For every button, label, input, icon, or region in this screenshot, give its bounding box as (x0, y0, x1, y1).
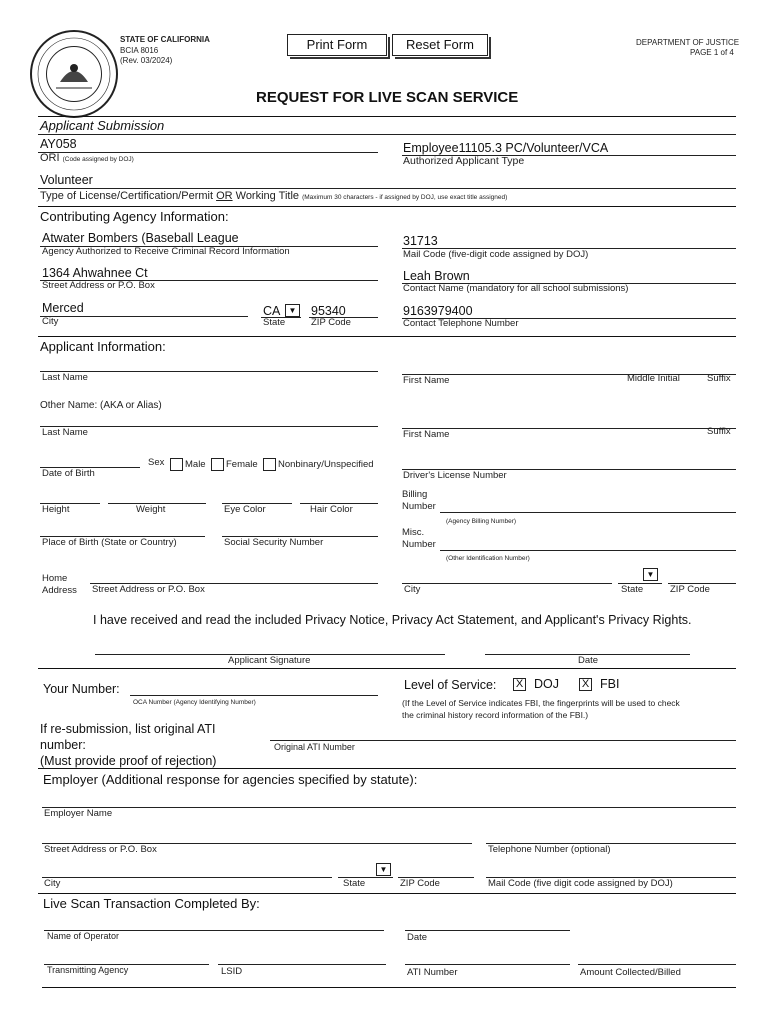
chevron-down-icon[interactable]: ▼ (643, 568, 658, 581)
ori-value[interactable]: AY058 (40, 137, 77, 151)
sex-female-checkbox[interactable] (211, 458, 224, 471)
sex-male-checkbox[interactable] (170, 458, 183, 471)
aka-last-name-field[interactable] (40, 426, 378, 427)
home-city-field[interactable] (402, 583, 612, 584)
chevron-down-icon[interactable]: ▼ (285, 304, 300, 317)
aka-last-name-label: Last Name (42, 427, 88, 438)
sex-female-label: Female (226, 459, 258, 470)
home-zip-label: ZIP Code (670, 584, 710, 595)
drivers-license-label: Driver's License Number (403, 470, 507, 481)
signature-date-label: Date (578, 655, 599, 666)
misc-number-field[interactable] (440, 550, 736, 551)
authorized-type-label: Authorized Applicant Type (403, 155, 525, 167)
contact-phone-label: Contact Telephone Number (403, 318, 519, 329)
address-label: Address (42, 585, 77, 596)
fbi-checkbox[interactable]: X (579, 678, 592, 691)
mail-code-label: Mail Code (five-digit code assigned by DOJ) (403, 249, 589, 260)
agency-state-value[interactable]: CA (263, 304, 281, 318)
agency-name-label: Agency Authorized to Receive Criminal Record Information (42, 246, 290, 257)
last-name-field[interactable] (40, 371, 378, 372)
place-of-birth-label: Place of Birth (State or Country) (42, 537, 177, 548)
amount-collected-label: Amount Collected/Billed (580, 967, 681, 978)
employer-street-label: Street Address or P.O. Box (44, 844, 157, 855)
eye-color-label: Eye Color (224, 504, 266, 515)
billing-number-field[interactable] (440, 512, 736, 513)
original-ati-field[interactable] (270, 740, 736, 741)
transaction-date-field[interactable] (405, 930, 570, 931)
your-number-label: Your Number: (43, 682, 120, 696)
doj-seal-logo (30, 30, 118, 118)
original-ati-label: Original ATI Number (274, 742, 355, 752)
doj-checkbox[interactable]: X (513, 678, 526, 691)
operator-name-label: Name of Operator (47, 931, 120, 941)
section-applicant-submission: Applicant Submission (40, 118, 165, 133)
ati-number-field[interactable] (405, 964, 570, 965)
hair-color-label: Hair Color (310, 504, 353, 515)
print-form-button[interactable]: Print Form (287, 34, 387, 56)
form-revision: (Rev. 03/2024) (120, 56, 173, 65)
home-label: Home (42, 573, 68, 584)
state-label: STATE OF CALIFORNIA (120, 35, 210, 44)
section-applicant-information: Applicant Information: (40, 339, 166, 354)
employer-name-field[interactable] (42, 807, 736, 808)
signature-label: Applicant Signature (228, 655, 311, 666)
privacy-statement: I have received and read the included Privacy Notice, Privacy Act Statement, and Applicant's Privacy Rights. (93, 613, 692, 627)
divider (38, 668, 736, 669)
sex-nonbinary-label: Nonbinary/Unspecified (278, 459, 374, 470)
resubmission-label: If re-submission, list original ATI (40, 722, 216, 736)
first-name-label: First Name (403, 375, 450, 386)
agency-state-label: State (263, 317, 286, 328)
employer-zip-label: ZIP Code (400, 878, 440, 889)
agency-zip-label: ZIP Code (311, 317, 351, 328)
contact-name-value[interactable]: Leah Brown (403, 269, 470, 283)
agency-zip-value[interactable]: 95340 (311, 304, 346, 318)
form-id: BCIA 8016 (120, 46, 159, 55)
billing-label: Billing (402, 489, 428, 500)
chevron-down-icon[interactable]: ▼ (376, 863, 391, 876)
divider (38, 768, 736, 769)
contact-phone-value[interactable]: 9163979400 (403, 304, 473, 318)
section-employer: Employer (Additional response for agencies specified by statute): (43, 772, 418, 787)
ssn-label: Social Security Number (224, 537, 324, 548)
agency-city-label: City (42, 316, 59, 327)
agency-street-value[interactable]: 1364 Ahwahnee Ct (42, 266, 148, 280)
divider (38, 134, 736, 135)
employer-city-field[interactable] (42, 877, 332, 878)
suffix-label: Suffix (707, 373, 731, 384)
level-of-service-label: Level of Service: (404, 678, 497, 692)
authorized-type-value[interactable]: Employee11105.3 PC/Volunteer/VCA (403, 141, 609, 155)
contact-name-label: Contact Name (mandatory for all school submissions) (403, 283, 629, 294)
middle-initial-label: Middle Initial (627, 373, 680, 384)
employer-name-label: Employer Name (44, 808, 113, 819)
department-label: DEPARTMENT OF JUSTICE (636, 38, 740, 47)
aka-first-name-label: First Name (403, 429, 450, 440)
divider (38, 116, 736, 117)
transmitting-agency-label: Transmitting Agency (47, 965, 129, 975)
billing-note: (Agency Billing Number) (446, 518, 517, 525)
sex-male-label: Male (185, 459, 206, 470)
ori-note: (Code assigned by DOJ) (62, 156, 134, 163)
lsid-label: LSID (221, 966, 243, 977)
weight-label: Weight (136, 504, 166, 515)
misc-note: (Other Identification Number) (446, 555, 530, 562)
sex-label: Sex (148, 457, 165, 468)
fbi-note-line-2: the criminal history record information of the FBI.) (402, 710, 589, 720)
aka-suffix-label: Suffix (707, 426, 731, 437)
other-name-label: Other Name: (AKA or Alias) (40, 400, 162, 411)
doj-label: DOJ (534, 677, 559, 691)
employer-state-label: State (343, 878, 366, 889)
home-city-label: City (404, 584, 421, 595)
fbi-label: FBI (600, 677, 620, 691)
license-value[interactable]: Volunteer (40, 173, 93, 187)
divider (38, 893, 736, 894)
amount-collected-field[interactable] (578, 964, 736, 965)
ori-label: ORI (Code assigned by DOJ) (40, 152, 134, 164)
misc-label: Misc. (402, 527, 425, 538)
section-live-scan: Live Scan Transaction Completed By: (43, 896, 260, 911)
employer-phone-label: Telephone Number (optional) (488, 844, 611, 855)
field-line (38, 188, 736, 189)
dob-label: Date of Birth (42, 468, 95, 479)
oca-number-field[interactable] (130, 695, 378, 696)
page-number: PAGE 1 of 4 (690, 48, 734, 57)
field-line (40, 316, 248, 317)
ati-number-label: ATI Number (407, 967, 458, 978)
last-name-label: Last Name (42, 372, 88, 383)
transaction-date-label: Date (407, 932, 428, 943)
home-street-label: Street Address or P.O. Box (92, 584, 205, 595)
license-label: Type of License/Certification/Permit OR Working Title (Maximum 30 characters - if assigned by DOJ, use exact title assigned) (40, 190, 508, 202)
oca-number-label: OCA Number (Agency Identifying Number) (133, 699, 256, 706)
misc-number-label: Number (402, 539, 436, 550)
sex-nonbinary-checkbox[interactable] (263, 458, 276, 471)
billing-number-label: Number (402, 501, 436, 512)
resubmission-number-label: number: (40, 738, 86, 752)
reset-form-button[interactable]: Reset Form (392, 34, 488, 56)
license-note: (Maximum 30 characters - if assigned by DOJ, use exact title assigned) (302, 194, 508, 201)
mail-code-value[interactable]: 31713 (403, 234, 438, 248)
employer-mail-code-label: Mail Code (five digit code assigned by DOJ) (488, 878, 673, 889)
first-name-field[interactable] (402, 374, 736, 375)
fbi-note-line-1: (If the Level of Service indicates FBI, the fingerprints will be used to check (402, 698, 680, 708)
home-state-label: State (621, 584, 644, 595)
divider (42, 987, 736, 988)
aka-first-name-field[interactable] (402, 428, 736, 429)
divider (38, 206, 736, 207)
agency-street-label: Street Address or P.O. Box (42, 280, 155, 291)
lsid-field[interactable] (218, 964, 386, 965)
agency-city-value[interactable]: Merced (42, 301, 84, 315)
height-label: Height (42, 504, 70, 515)
resubmission-proof-note: (Must provide proof of rejection) (40, 754, 217, 768)
divider (38, 336, 736, 337)
section-contributing-agency: Contributing Agency Information: (40, 209, 229, 224)
page-title: REQUEST FOR LIVE SCAN SERVICE (256, 89, 519, 106)
seal-graphic (30, 30, 118, 118)
employer-city-label: City (44, 878, 61, 889)
agency-name-value[interactable]: Atwater Bombers (Baseball League (42, 231, 239, 245)
